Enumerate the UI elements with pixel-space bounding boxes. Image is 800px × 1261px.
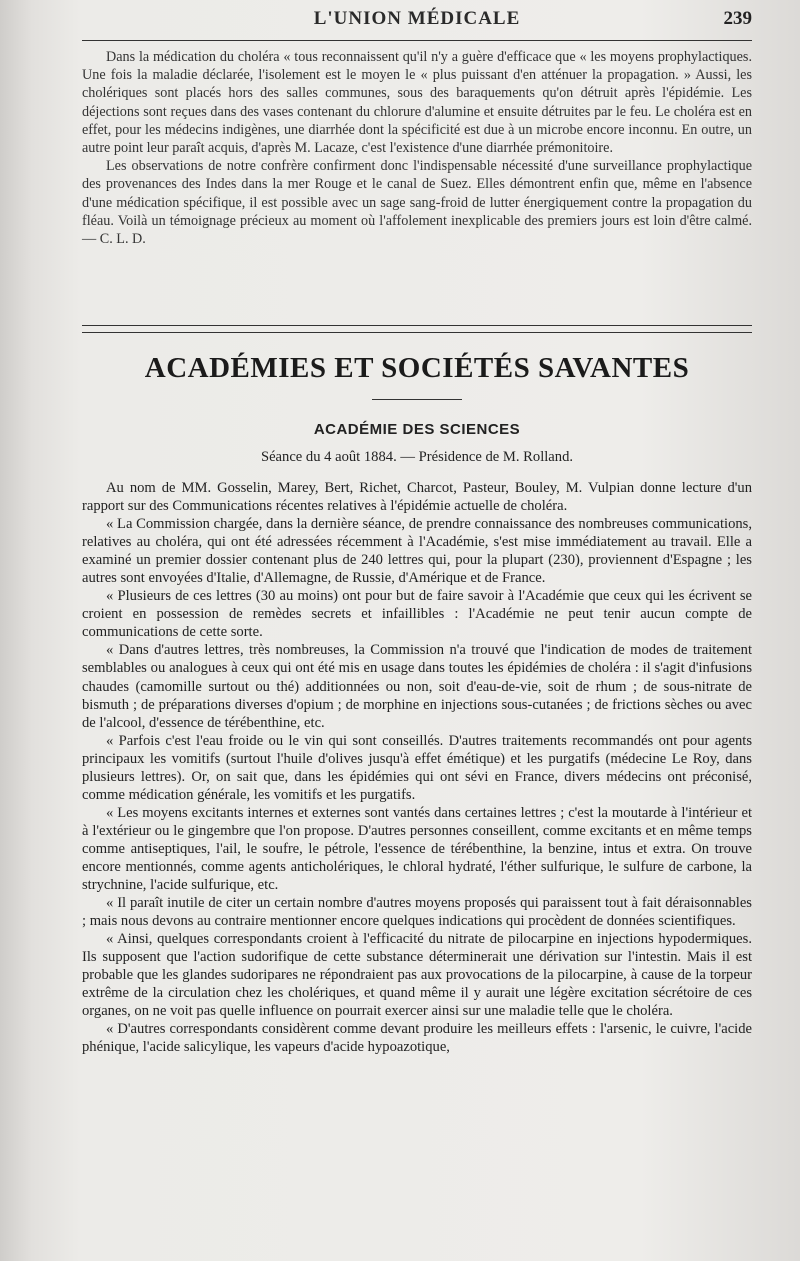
section-title: ACADÉMIES ET SOCIÉTÉS SAVANTES	[144, 352, 690, 384]
section-divider	[82, 325, 752, 333]
intro-article	[82, 48, 752, 248]
body-paragraph: Au nom de MM. Gosselin, Marey, Bert, Richet, Charcot, Pasteur, Bouley, M. Vulpian donne lecture d'un rapport sur des Communications récentes relatives à l'épidémie actuelle de choléra.	[82, 480, 752, 515]
journal-title: L'UNION MÉDICALE	[313, 8, 521, 29]
report-body	[82, 479, 752, 1057]
body-paragraph: « Plusieurs de ces lettres (30 au moins) ont pour but de faire savoir à l'Académie que ceux qui les écrivent se croient en possession de remèdes secrets et infaillibles : l'Académie ne peut tenir aucun compte de communications de cette sorte.	[82, 588, 752, 641]
body-paragraph: « Dans d'autres lettres, très nombreuses, la Commission n'a trouvé que l'indication de modes de traitement semblables ou analogues à ceux qui ont été mis en usage dans toutes les épidémies de choléra : il s'agit d'infusions chaudes (camomille surtout ou thé) additionnées ou non, soit d'eau-de-vie, soit de rhum ; de sous-nitrate de bismuth ; de préparations diverses d'opium ; de morphine en injections sous-cutanées ; de frictions sèches ou avec de l'alcool, d'essence de térébenthine, etc.	[82, 642, 752, 731]
body-paragraph: « Ainsi, quelques correspondants croient à l'efficacité du nitrate de pilocarpine en injections hypodermiques. Ils supposent que l'action sudorifique de cette substance déterminerait une dérivation sur l'intestin. Mais il est probable que les glandes sudoripares ne répondraient pas aux provocations de la pilocarpine, à cause de la torpeur extrême de la circulation chez les cholériques, et quand même il y aurait une légère excitation sécrétoire de ces organes, on ne voit pas quelle influence on pourrait exercer ainsi sur une maladie telle que le choléra.	[82, 931, 752, 1020]
body-paragraph: « Les moyens excitants internes et externes sont vantés dans certaines lettres ; c'est la moutarde à l'intérieur et à l'extérieur ou le gingembre que l'on propose. D'autres personnes conseillent, comme excitants et en même temps comme antiseptiques, l'ail, le soufre, le pétrole, l'essence de térébenthine, la benzine, intus et extra. On trouve encore mentionnés, comme agents anticholériques, le chloral hydraté, l'éther sulfurique, le sulfure de carbone, la strychnine, l'acide sulfurique, etc.	[82, 804, 752, 894]
body-paragraph: « Il paraît inutile de citer un certain nombre d'autres moyens proposés qui paraissent tout à fait déraisonnables ; mais nous devons au contraire mentionner encore quelques indications qui procèdent de données scientifiques.	[82, 895, 752, 930]
body-paragraph: « D'autres correspondants considèrent comme devant produire les meilleurs effets : l'arsenic, le cuivre, l'acide phénique, l'acide salicylique, les vapeurs d'acide hypoazotique,	[82, 1021, 752, 1056]
intro-paragraph: Les observations de notre confrère confirment donc l'indispensable nécessité d'une surveillance prophylactique des provenances des Indes dans la mer Rouge et le canal de Suez. Elles démontrent enfin que, même en l'absence d'une médication spécifique, il est possible avec un sage sang-froid de lutter énergiquement contre la propagation du fléau. Voilà un témoignage précieux au moment où l'affolement inexplicable des premiers jours est loin d'être calmé. — C. L. D.	[82, 158, 752, 248]
subsection-title: ACADÉMIE DES SCIENCES	[313, 421, 521, 438]
body-paragraph: « La Commission chargée, dans la dernière séance, de prendre connaissance des nombreuses communications, relatives au choléra, qui ont été adressées récemment à l'Académie, s'est mise immédiatement au travail. Elle a examiné un premier dossier contenant plus de 240 lettres qui, pour la plupart (230), proviennent d'Espagne ; les autres sont envoyées d'Italie, d'Allemagne, de Russie, d'Amérique et de France.	[82, 516, 752, 587]
header-rule	[82, 40, 752, 41]
body-paragraph: « Parfois c'est l'eau froide ou le vin qui sont conseillés. D'autres traitements recommandés ont pour agents principaux les vomitifs (surtout l'huile d'olives jusqu'à effet émétique) et les purgatifs (médecine Le Roy, dans plusieurs lettres). Or, on sait que, dans les épidémies qui ont sévi en France, divers médecins ont préconisé, comme médication générale, les vomitifs et les purgatifs.	[82, 732, 752, 803]
title-underline	[372, 399, 462, 400]
page-number: 239	[723, 8, 752, 29]
running-head	[82, 8, 752, 38]
intro-paragraph: Dans la médication du choléra « tous reconnaissent qu'il n'y a guère d'efficace que « les moyens prophylactiques. Une fois la maladie déclarée, l'isolement est le moyen le « plus puissant d'en atténuer la propagation. » Aussi, les cholériques sont placés hors des salles communes, sous des baraquements qu'on détruit après l'épidémie. Les déjections sont reçues dans des vases contenant du chlorure d'alumine et ensuite détruites par le feu. Le choléra est en effet, pour les médecins indigènes, une diarrhée dont la spécificité est due à un microbe encore inconnu. En outre, un autre point leur paraît acquis, d'après M. Lacaze, c'est l'existence d'une diarrhée prémonitoire.	[82, 49, 752, 157]
session-line: Séance du 4 août 1884. — Présidence de M. Rolland.	[260, 449, 574, 465]
